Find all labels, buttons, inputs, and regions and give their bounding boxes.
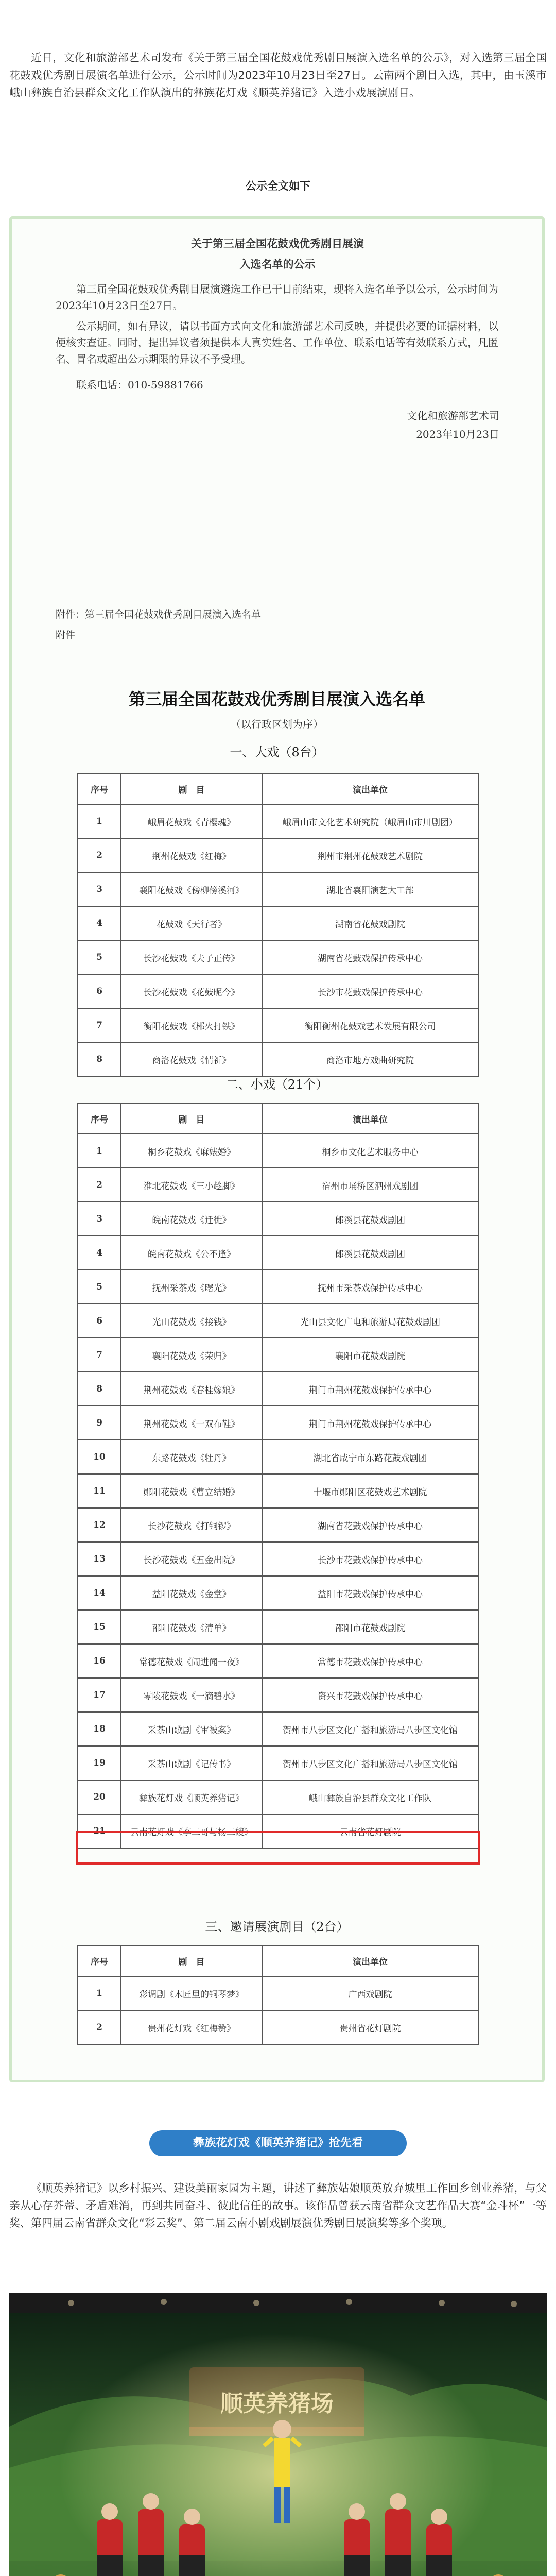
notice-para1: 第三届全国花鼓戏优秀剧目展演遴选工作已于日前结束，现将入选名单予以公示，公示时间为2023年10月23日至27日。 [56, 283, 498, 312]
row-number: 17 [78, 1678, 121, 1712]
notice-para2: 公示期间，如有异议，请以书面方式向文化和旅游部艺术司反映，并提供必要的证据材料，以便核实查证。同时，提出异议者须提供本人真实姓名、工作单位、联系电话等有效联系方式，凡匿名、冒名或超出公示期限的异议不予受理。 [56, 320, 498, 365]
row-play: 襄阳花鼓戏《傍柳傍溪河》 [121, 872, 262, 906]
list-title: 第三届全国花鼓戏优秀剧目展演入选名单 [128, 689, 425, 709]
table-row [78, 1168, 478, 1202]
row-number: 5 [78, 1270, 121, 1304]
col-header-unit: 演出单位 [262, 1103, 478, 1134]
list-subtitle: （以行政区划为序） [231, 718, 323, 731]
row-number: 15 [78, 1610, 121, 1644]
table-row [78, 1338, 478, 1372]
row-number: 5 [78, 940, 121, 974]
row-play: 贵州花灯戏《红梅赞》 [121, 2010, 262, 2044]
table-row [78, 1008, 478, 1042]
row-play: 邵阳花鼓戏《清单》 [121, 1610, 262, 1644]
table-row [78, 1372, 478, 1406]
table-row [78, 1042, 478, 1076]
row-unit: 峨眉山市文化艺术研究院（峨眉山市川剧团） [262, 804, 478, 838]
notice-document [56, 234, 499, 445]
row-number: 12 [78, 1508, 121, 1542]
table-row [78, 1202, 478, 1236]
row-number: 7 [78, 1338, 121, 1372]
table-row [78, 940, 478, 974]
row-number: 9 [78, 1406, 121, 1440]
row-number: 14 [78, 1576, 121, 1610]
row-play: 东路花鼓戏《牡丹》 [121, 1440, 262, 1474]
row-number: 1 [78, 1134, 121, 1168]
notice-title-line1: 关于第三届全国花鼓戏优秀剧目展演 [191, 237, 364, 250]
row-number: 19 [78, 1746, 121, 1780]
table-row [78, 1576, 478, 1610]
stage-photo-1 [9, 2293, 547, 2576]
row-unit: 湖南省花鼓戏保护传承中心 [262, 940, 478, 974]
table-header-row [78, 1945, 478, 1976]
row-number: 18 [78, 1712, 121, 1746]
row-number: 2 [78, 1168, 121, 1202]
row-play: 长沙花鼓戏《五金出院》 [121, 1542, 262, 1576]
row-unit: 襄阳市花鼓戏剧院 [262, 1338, 478, 1372]
col-header-unit: 演出单位 [262, 1945, 478, 1976]
row-number: 6 [78, 974, 121, 1008]
table1-heading: 一、大戏（8台） [230, 745, 324, 759]
row-number: 10 [78, 1440, 121, 1474]
table-major-plays [77, 773, 479, 1077]
table3-heading: 三、邀请展演剧目（2台） [205, 1920, 349, 1934]
row-play: 长沙花鼓戏《夫子正传》 [121, 940, 262, 974]
row-play: 衡阳花鼓戏《郴火打铁》 [121, 1008, 262, 1042]
row-number: 20 [78, 1780, 121, 1814]
table-row [78, 2010, 478, 2044]
feature-banner: 彝族花灯戏《顺英养猪记》抢先看 [149, 2130, 407, 2156]
row-number: 8 [78, 1042, 121, 1076]
notice-date: 2023年10月23日 [416, 428, 499, 440]
col-header-play: 剧 目 [121, 1103, 262, 1134]
row-unit: 荆门市荆州花鼓戏保护传承中心 [262, 1372, 478, 1406]
row-unit: 商洛市地方戏曲研究院 [262, 1042, 478, 1076]
row-unit: 抚州市采茶戏保护传承中心 [262, 1270, 478, 1304]
row-number: 7 [78, 1008, 121, 1042]
attachment-line2: 附件 [56, 630, 76, 641]
table-header-row [78, 773, 478, 804]
row-unit: 衡阳衡州花鼓戏艺术发展有限公司 [262, 1008, 478, 1042]
table-row [78, 872, 478, 906]
row-play: 零陵花鼓戏《一滴碧水》 [121, 1678, 262, 1712]
row-number: 16 [78, 1644, 121, 1678]
table-row [78, 1508, 478, 1542]
table-row [78, 1474, 478, 1508]
row-play: 彩调剧《木匠里的铜琴梦》 [121, 1976, 262, 2010]
row-unit: 桐乡市文化艺术服务中心 [262, 1134, 478, 1168]
row-play: 抚州采茶戏《曙光》 [121, 1270, 262, 1304]
row-play: 荆州花鼓戏《红梅》 [121, 838, 262, 872]
row-number: 8 [78, 1372, 121, 1406]
col-header-play: 剧 目 [121, 1945, 262, 1976]
feature-paragraph-1: 《顺英养猪记》以乡村振兴、建设美丽家园为主题，讲述了彝族姑娘顺英放弃城里工作回乡创业养猪，与父亲从心存芥蒂、矛盾难消，再到共同奋斗、彼此信任的故事。该作品曾获云南省群众文艺作品大赛“金斗杯”一等奖、第四届云南省群众文化“彩云奖”、第二届云南小剧戏剧展演优秀剧目展演奖等多个奖项。 [9, 2182, 547, 2229]
col-header-no: 序号 [78, 1945, 121, 1976]
table-invited-plays [77, 1945, 479, 2045]
row-play: 商洛花鼓戏《情祈》 [121, 1042, 262, 1076]
row-unit: 郎溪县花鼓戏剧团 [262, 1202, 478, 1236]
table-row [78, 1678, 478, 1712]
row-unit: 常德市花鼓戏保护传承中心 [262, 1644, 478, 1678]
row-play: 常德花鼓戏《闹进闻一夜》 [121, 1644, 262, 1678]
col-header-no: 序号 [78, 773, 121, 804]
table-row [78, 1406, 478, 1440]
row-play: 荆州花鼓戏《春桂嫁娘》 [121, 1372, 262, 1406]
table-row [78, 1746, 478, 1780]
row-unit: 湖北省咸宁市东路花鼓戏剧团 [262, 1440, 478, 1474]
row-number: 4 [78, 906, 121, 940]
row-play: 峨眉花鼓戏《青樱魂》 [121, 804, 262, 838]
row-play: 郧阳花鼓戏《曹立结婚》 [121, 1474, 262, 1508]
row-play: 光山花鼓戏《接钱》 [121, 1304, 262, 1338]
table-row [78, 1780, 478, 1814]
row-unit: 宿州市埇桥区泗州戏剧团 [262, 1168, 478, 1202]
row-play: 彝族花灯戏《顺英养猪记》 [121, 1780, 262, 1814]
table-row [78, 1440, 478, 1474]
stage-photo-1-image [9, 2293, 547, 2576]
row-unit: 湖南省花鼓戏保护传承中心 [262, 1508, 478, 1542]
table-row [78, 1236, 478, 1270]
row-unit: 光山县文化广电和旅游局花鼓戏剧团 [262, 1304, 478, 1338]
row-unit: 贺州市八步区文化广播和旅游局八步区文化馆 [262, 1746, 478, 1780]
attachment-line1: 附件：第三届全国花鼓戏优秀剧目展演入选名单 [56, 609, 262, 620]
table-row [78, 1304, 478, 1338]
row-play: 淮北花鼓戏《三小趁脚》 [121, 1168, 262, 1202]
row-number: 6 [78, 1304, 121, 1338]
section-title: 公示全文如下 [246, 180, 310, 192]
row-play: 益阳花鼓戏《金堂》 [121, 1576, 262, 1610]
row-play: 云南花灯戏《李二哥与杨二嫂》 [121, 1814, 262, 1848]
table-header-row [78, 1103, 478, 1134]
table-row [78, 1610, 478, 1644]
table-row [78, 1644, 478, 1678]
row-number: 3 [78, 872, 121, 906]
row-unit: 邵阳市花鼓戏剧院 [262, 1610, 478, 1644]
row-number: 1 [78, 1976, 121, 2010]
row-unit: 荆州市荆州花鼓戏艺术剧院 [262, 838, 478, 872]
row-play: 采茶山歌剧《记传书》 [121, 1746, 262, 1780]
row-play: 桐乡花鼓戏《麻婊婚》 [121, 1134, 262, 1168]
row-play: 襄阳花鼓戏《荣归》 [121, 1338, 262, 1372]
notice-contact: 联系电话：010-59881766 [76, 379, 203, 391]
row-unit: 益阳市花鼓戏保护传承中心 [262, 1576, 478, 1610]
row-play: 花鼓戏《天行者》 [121, 906, 262, 940]
row-play: 皖南花鼓戏《公不逢》 [121, 1236, 262, 1270]
row-unit: 十堰市郧阳区花鼓戏艺术剧院 [262, 1474, 478, 1508]
row-unit: 郎溪县花鼓戏剧团 [262, 1236, 478, 1270]
row-play: 长沙花鼓戏《打铜锣》 [121, 1508, 262, 1542]
row-unit: 贵州省花灯剧院 [262, 2010, 478, 2044]
row-unit: 湖北省襄阳演艺大工部 [262, 872, 478, 906]
notice-title-line2: 入选名单的公示 [239, 258, 316, 270]
table-row [78, 974, 478, 1008]
row-play: 长沙花鼓戏《花鼓昵今》 [121, 974, 262, 1008]
row-number: 2 [78, 838, 121, 872]
row-unit: 云南省花灯剧院 [262, 1814, 478, 1848]
row-unit: 荆门市荆州花鼓戏保护传承中心 [262, 1406, 478, 1440]
table-row [78, 1134, 478, 1168]
table-minor-plays [77, 1103, 479, 1849]
row-number: 21 [78, 1814, 121, 1848]
row-number: 11 [78, 1474, 121, 1508]
table-row [78, 838, 478, 872]
table-row [78, 906, 478, 940]
row-number: 2 [78, 2010, 121, 2044]
row-unit: 贺州市八步区文化广播和旅游局八步区文化馆 [262, 1712, 478, 1746]
row-number: 4 [78, 1236, 121, 1270]
table2-heading: 二、小戏（21个） [225, 1077, 328, 1092]
row-number: 1 [78, 804, 121, 838]
col-header-unit: 演出单位 [262, 773, 478, 804]
row-unit: 资兴市花鼓戏保护传承中心 [262, 1678, 478, 1712]
row-play: 荆州花鼓戏《一双布鞋》 [121, 1406, 262, 1440]
table-row [78, 1542, 478, 1576]
col-header-no: 序号 [78, 1103, 121, 1134]
row-unit: 湖南省花鼓戏剧院 [262, 906, 478, 940]
row-unit: 峨山彝族自治县群众文化工作队 [262, 1780, 478, 1814]
row-unit: 广西戏剧院 [262, 1976, 478, 2010]
highlight-box-selected-entry [76, 1831, 480, 1865]
table-row [78, 804, 478, 838]
col-header-play: 剧 目 [121, 773, 262, 804]
row-unit: 长沙市花鼓戏保护传承中心 [262, 974, 478, 1008]
row-play: 皖南花鼓戏《迁徙》 [121, 1202, 262, 1236]
row-number: 3 [78, 1202, 121, 1236]
table-row [78, 1270, 478, 1304]
row-number: 13 [78, 1542, 121, 1576]
row-play: 采茶山歌剧《审被案》 [121, 1712, 262, 1746]
row-unit: 长沙市花鼓戏保护传承中心 [262, 1542, 478, 1576]
table-row [78, 1712, 478, 1746]
table-row [78, 1976, 478, 2010]
notice-org: 文化和旅游部艺术司 [407, 410, 499, 422]
intro-paragraph: 近日，文化和旅游部艺术司发布《关于第三届全国花鼓戏优秀剧目展演入选名单的公示》，对入选第三届全国花鼓戏优秀剧目展演名单进行公示，公示时间为2023年10月23日至27日。云南两个剧目入选，其中，由玉溪市峨山彝族自治县群众文化工作队演出的彝族花灯戏《顺英养猪记》入选小戏展演剧目。 [9, 52, 547, 99]
